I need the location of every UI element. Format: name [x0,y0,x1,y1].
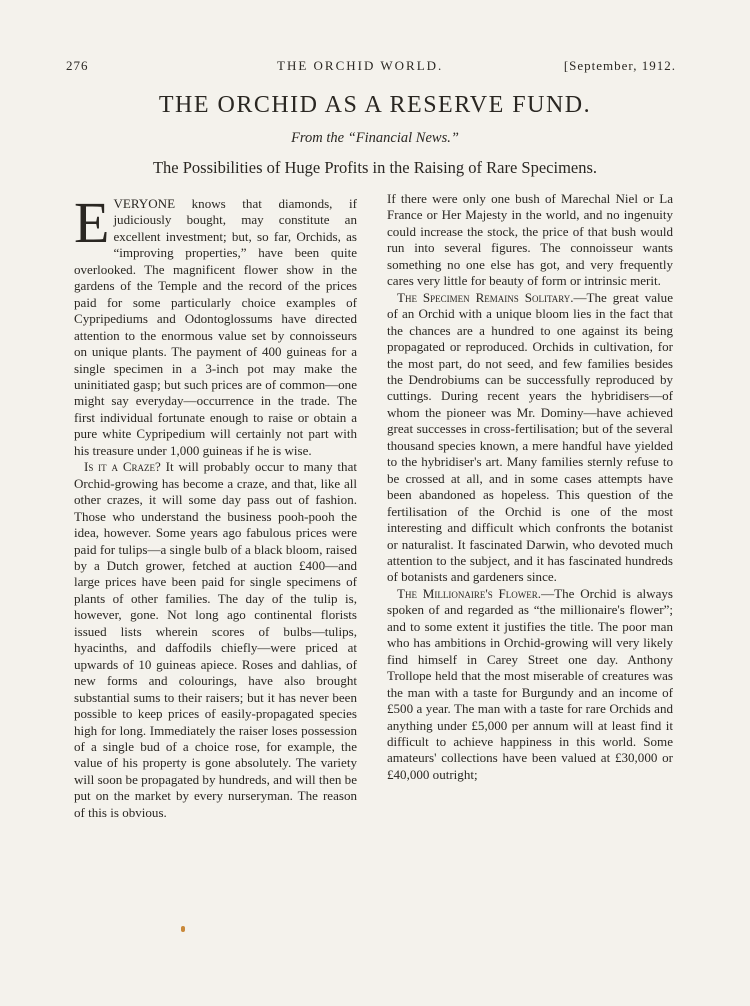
paragraph-solitary-text: —The great value of an Orchid with a unique bloom lies in the fact that the chances are a hundred to one against its being propagated or reproduced. Orchids in cultivation, for the most part, do not seed, and few families besides the Dendrobiums can be successfully reproduced by cuttings. During recent years the hybridisers—of whom the pioneer was Mr. Dominy—have achieved great successes in cross-fertilisation; but of the several thousand species known, a mere handful have yielded to the hybridiser's art. Many families sternly refuse to be crossed at all, and in some cases attempts have been abandoned as hopeless. This question of the fertilisation of the Orchid is one of the most interesting and difficult which confronts the botanist or naturalist. It fascinated Darwin, who devoted much attention to the subject, and it has fascinated hundreds of botanists and gardeners since. [387,289,674,585]
running-head [66,58,676,78]
article-subtitle: The Possibilities of Huge Profits in the Raising of Rare Specimens. [152,158,598,177]
section-heading-craze: Is it a Craze? [84,459,161,475]
drop-cap: E [74,190,110,255]
right-column [387,191,673,783]
paragraph-continued: If there were only one bush of Marechal Niel or La France or Her Majesty in the world, and no ingenuity could increase the stock, the price of that bush would run into several figures. The connoisseur wants something no one else has got, and very frequently cares very little for beauty of form or intrinsic merit. [387,191,673,289]
journal-title: THE ORCHID WORLD. [277,58,444,73]
paragraph-craze-text: It will probably occur to many that Orchid-growing has become a craze, and that, like all other crazes, it will some day pass out of fashion. Those who understand the business pooh-pooh the idea, however. Some years ago fabulous prices were paid for tulips—a single bulb of a black bloom, raised by a Dutch grower, fetched at auction £400—and large prices have been paid for single specimens of plants of other families. The day of the tulip is, however, gone. Not long ago continental florists issued lists wherein scores of bulbs—tulips, hyacinths, and daffodils chiefly—were priced at upwards of 10 guineas apiece. Roses and dahlias, of new forms and colourings, have also brought substantial sums to their raisers; but it has never been possible to keep prices of easily-propagated species high for long. Immediately the raiser loses possession of a single bud of a choice rose, for example, the value of his property is gone absolutely. The variety will soon be propagated by hundreds, and will then be put on the market by every nurseryman. The reason of this is obvious. [74,459,357,820]
paragraph-craze [74,459,357,821]
paragraph-intro [74,190,357,459]
article-title: THE ORCHID AS A RESERVE FUND. [158,92,592,118]
issue-date: [September, 1912. [563,58,676,73]
lead-word: VERYONE [113,196,176,211]
ink-spot [181,926,185,932]
left-column [74,190,357,821]
page-number: 276 [66,58,89,73]
section-heading-millionaire: The Millionaire's Flower. [397,585,542,601]
paragraph-millionaire [387,586,673,783]
paragraph-intro-text: knows that diamonds, if judiciously bought, may constitute an excellent investment; but, so far, Orchids, as “improving properties,” have been quite overlooked. The magnificent flower show in the gardens of the Temple and the record of the prices paid for some particularly choice examples of Cypripediums and Odontoglossums have directed attention to the enormous value set by connoisseurs on unique plants. The payment of 400 guineas for a single specimen in a 3-inch pot may make the uninitiated gasp; but such prices are of common—one might say everyday—occurrence in the trade. The first individual fortunate enough to raise or obtain a pure white Cypripedium will certainly not part with his treasure under 1,000 guineas if he is wise. [74,196,357,458]
paragraph-millionaire-text: —The Orchid is always spoken of and regarded as “the millionaire's flower”; and to some extent it justifies the title. The poor man who has ambitions in Orchid-growing will very likely find himself in Carey Street one day. Anthony Trollope held that the most miserable of creatures was the man with a taste for Burgundy and an income of £500 a year. The man with a taste for rare Orchids and anything under £5,000 per annum will at least find it difficult to achieve happiness in this world. Some amateurs' collections have been valued at £30,000 or £40,000 outright; [387,585,673,782]
section-heading-solitary: The Specimen Remains Solitary. [397,289,574,305]
paragraph-solitary [387,290,673,586]
source-line: From the “Financial News.” [291,130,459,146]
